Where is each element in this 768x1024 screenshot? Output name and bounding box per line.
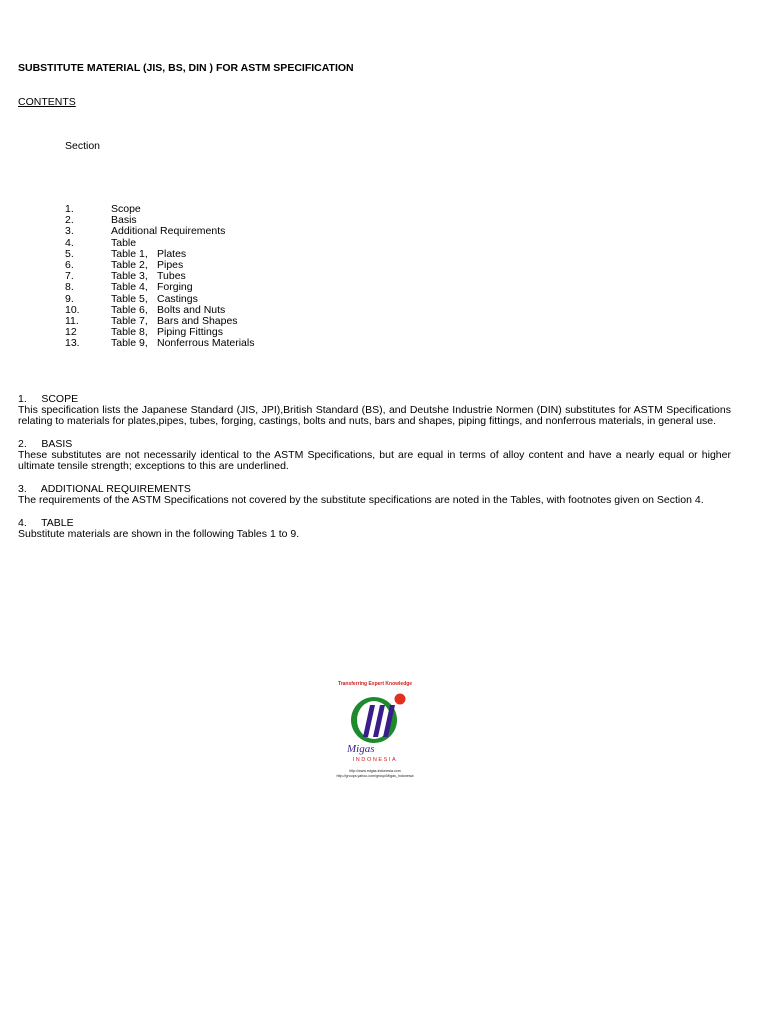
document-title: SUBSTITUTE MATERIAL (JIS, BS, DIN ) FOR ASTM SPECIFICATION — [18, 62, 354, 74]
section-body: This specification lists the Japanese Standard (JIS, JPI),British Standard (BS), and Deutshe Industrie Normen (DIN) substitutes for ASTM Specifications relating to materials for plates,pipes, tubes, forging, castings, bolts and nuts, bars and shapes, piping fittings, and nonferrous materials, in general use. — [18, 404, 731, 428]
toc-table-ref: Table 6, — [111, 303, 148, 316]
section-heading: 3. ADDITIONAL REQUIREMENTS — [18, 483, 191, 495]
section-basis — [18, 439, 731, 473]
toc-number: 6. — [65, 258, 74, 271]
toc-number: 12 — [65, 326, 77, 339]
table-of-contents — [65, 204, 365, 349]
toc-item — [65, 238, 365, 249]
toc-item — [65, 204, 365, 215]
section-heading: 2. BASIS — [18, 438, 73, 450]
logo-url: http://www.migas-indonesia.com — [349, 769, 401, 773]
toc-label: Bars and Shapes — [157, 314, 238, 327]
toc-number: 3. — [65, 225, 74, 238]
section-body: These substitutes are not necessarily identical to the ASTM Specifications, but are equal in terms of alloy content and have a nearly equal or higher ultimate tensile strength; exceptions to this are underlined. — [18, 449, 731, 473]
toc-number: 8. — [65, 281, 74, 294]
section-body: Substitute materials are shown in the following Tables 1 to 9. — [18, 528, 300, 541]
section-heading: 1. SCOPE — [18, 393, 79, 405]
toc-table-ref: Table 4, — [111, 281, 148, 294]
section-heading: 4. TABLE — [18, 517, 74, 529]
section-body: The requirements of the ASTM Specifications not covered by the substitute specifications are noted in the Tables, with footnotes given on Section 4. — [18, 494, 704, 507]
section-scope — [18, 394, 731, 428]
toc-table-ref: Table 8, — [111, 326, 148, 339]
toc-item — [65, 338, 365, 349]
toc-label: Table — [111, 236, 137, 249]
toc-label: Pipes — [157, 258, 184, 271]
toc-label: Piping Fittings — [157, 326, 223, 339]
toc-label: Additional Requirements — [111, 225, 226, 238]
toc-label: Forging — [157, 281, 193, 294]
contents-heading: CONTENTS — [18, 96, 76, 108]
toc-label: Nonferrous Materials — [157, 337, 255, 350]
toc-number: 1. — [65, 203, 74, 215]
logo-country: INDONESIA — [352, 757, 398, 763]
toc-table-ref: Table 7, — [111, 314, 148, 327]
logo-url: http://groups.yahoo.com/group/Migas_Indonesia — [336, 774, 414, 778]
toc-item — [65, 226, 365, 237]
toc-number: 10. — [65, 303, 80, 316]
section-label: Section — [65, 140, 101, 152]
toc-item — [65, 282, 365, 293]
logo-mark-icon — [348, 693, 408, 745]
toc-table-ref: Table 1, — [111, 247, 148, 260]
toc-item — [65, 249, 365, 260]
toc-number: 9. — [65, 292, 74, 305]
toc-label: Castings — [157, 292, 198, 305]
section-additional-requirements — [18, 484, 731, 506]
logo-name: Migas — [347, 743, 375, 755]
toc-number: 13. — [65, 337, 80, 350]
toc-label: Bolts and Nuts — [157, 303, 226, 316]
toc-number: 7. — [65, 270, 74, 283]
logo-tagline: Transferring Expert Knowledge — [337, 681, 413, 687]
toc-number: 2. — [65, 214, 74, 227]
toc-table-ref: Table 5, — [111, 292, 148, 305]
toc-label: Tubes — [157, 270, 186, 283]
toc-item — [65, 260, 365, 271]
toc-label: Basis — [111, 214, 137, 227]
toc-label: Plates — [157, 247, 187, 260]
toc-number: 11. — [65, 314, 79, 327]
toc-table-ref: Table 2, — [111, 258, 148, 271]
toc-table-ref: Table 3, — [111, 270, 148, 283]
toc-item — [65, 271, 365, 282]
toc-number: 4. — [65, 236, 74, 249]
section-table — [18, 518, 731, 540]
toc-label: Scope — [111, 203, 141, 215]
toc-number: 5. — [65, 247, 74, 260]
toc-table-ref: Table 9, — [111, 337, 148, 350]
migas-indonesia-logo — [330, 681, 420, 781]
